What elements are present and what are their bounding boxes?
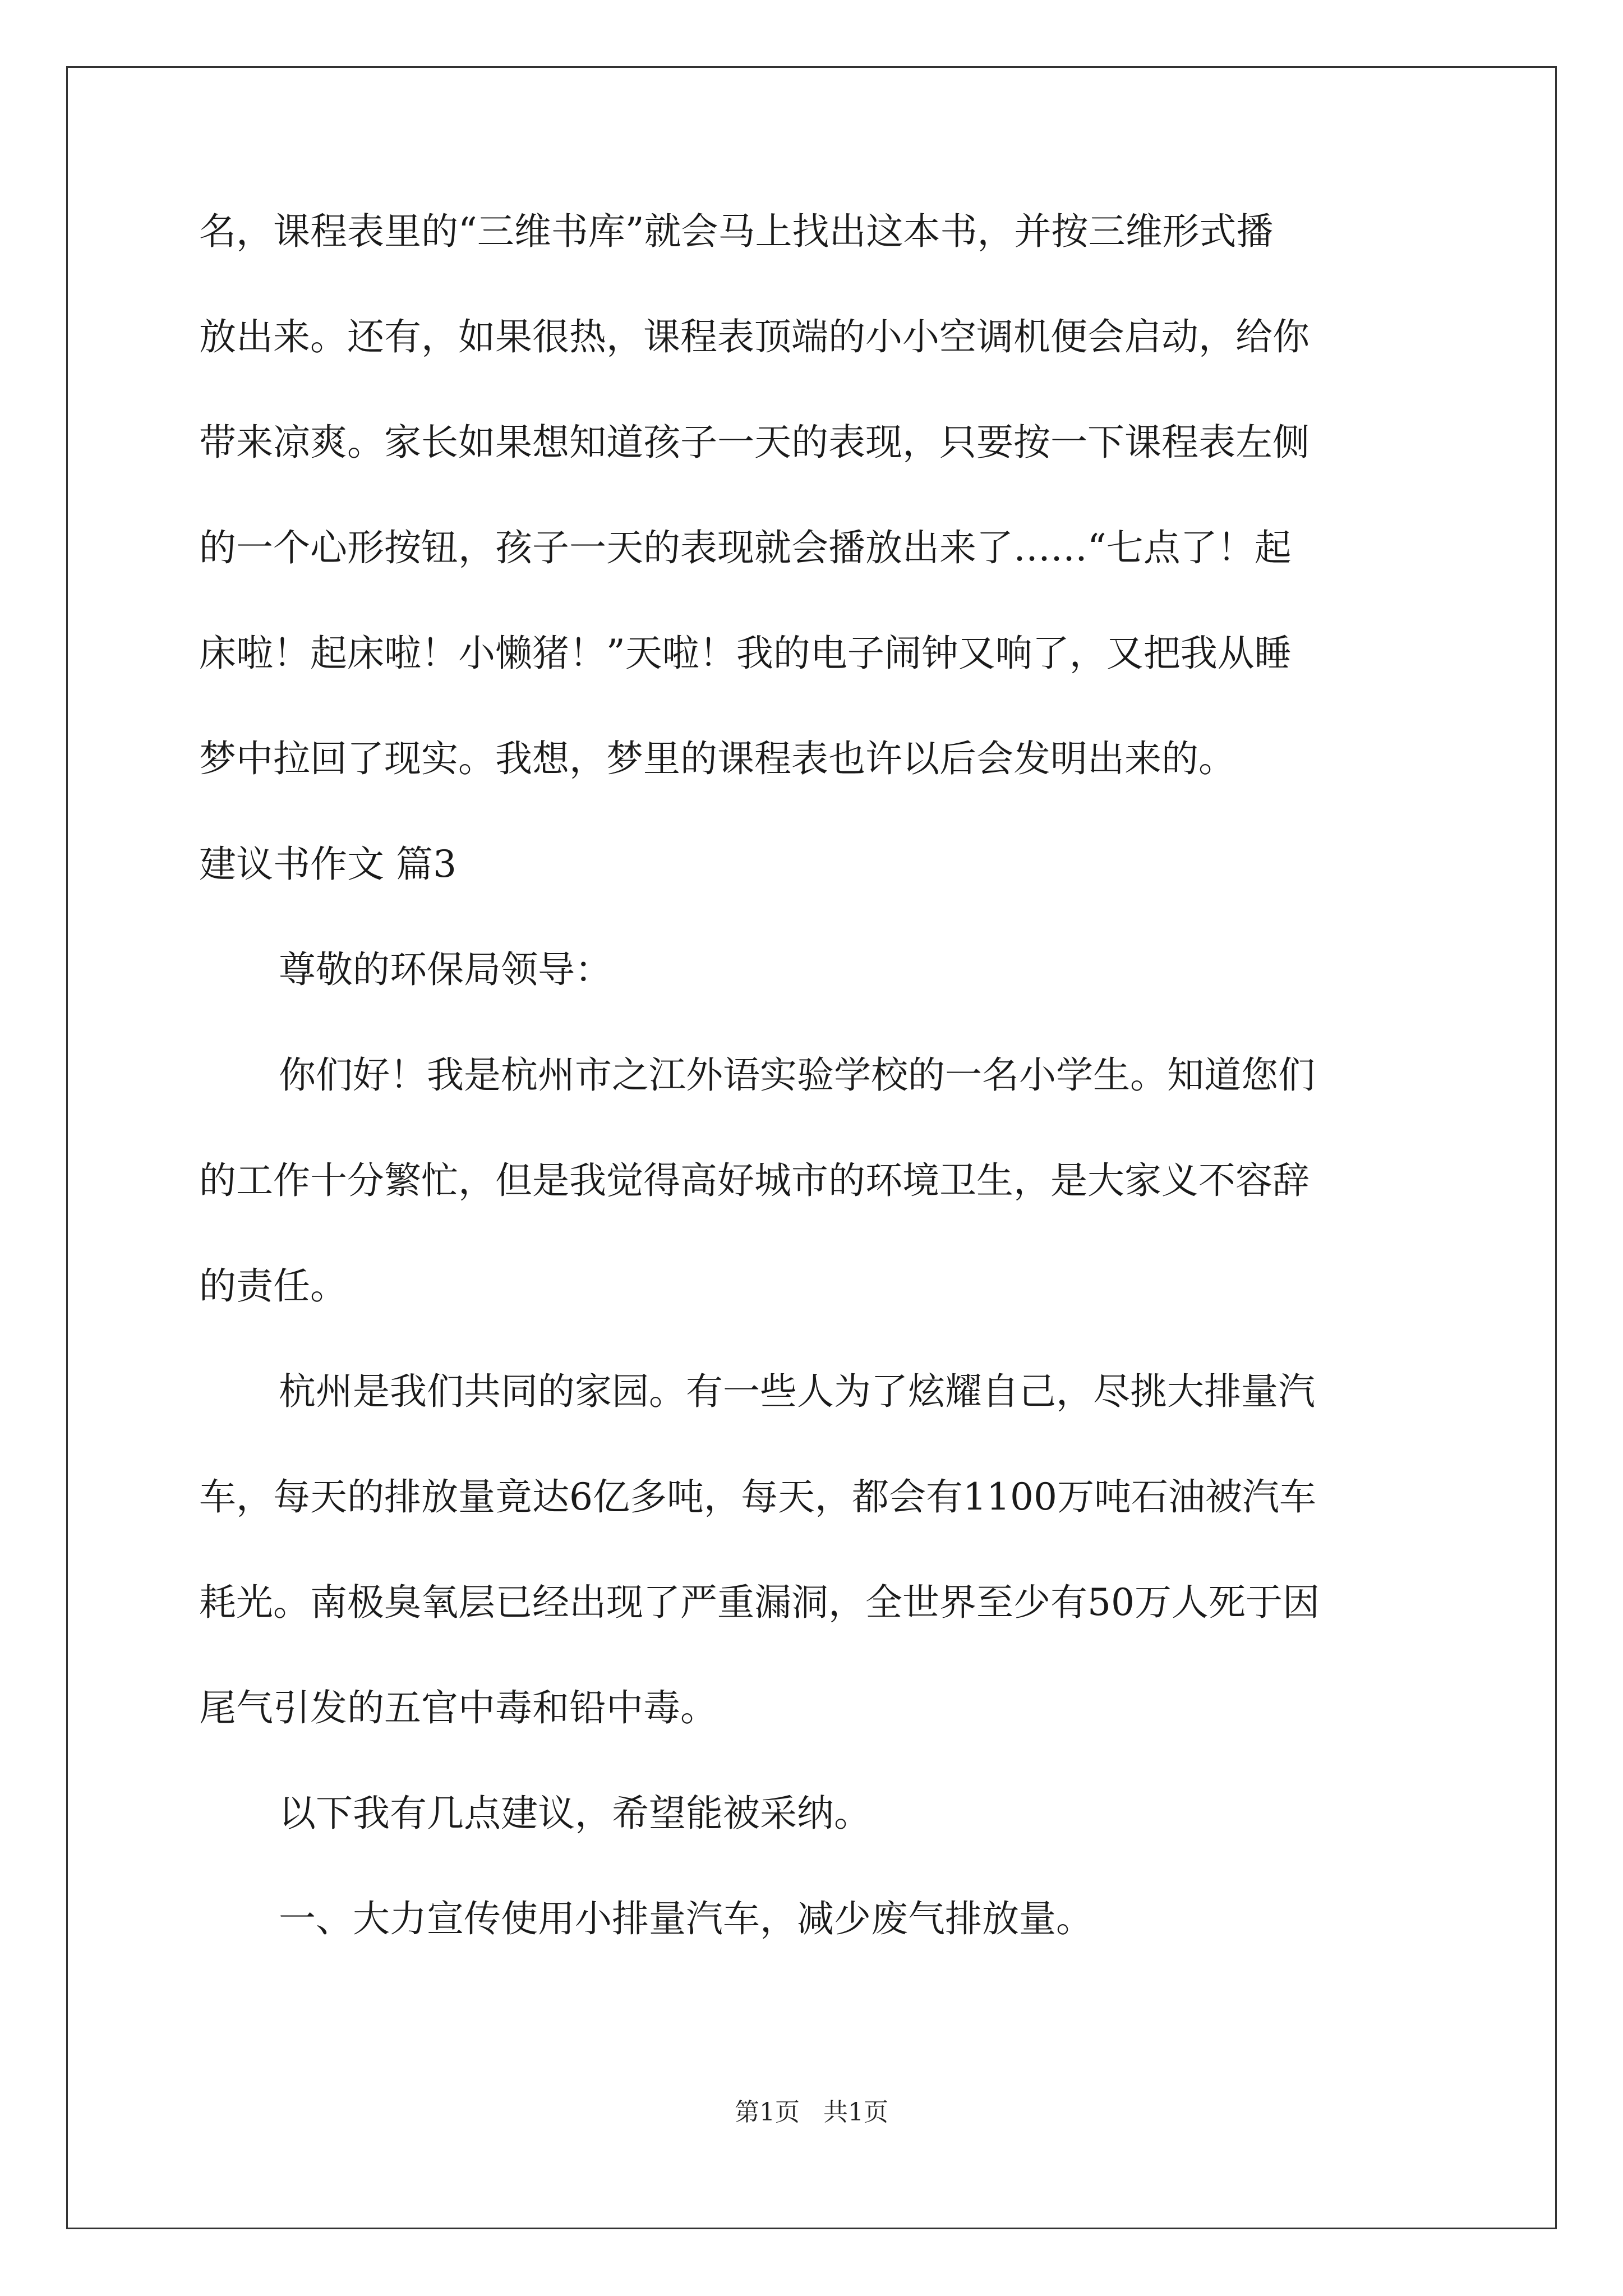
text-line: 杭州是我们共同的家园。有一些人为了炫耀自己，尽挑大排量汽	[279, 1370, 1315, 1413]
section-heading: 建议书作文 篇3	[199, 843, 457, 886]
page-number-footer: 第1页 共1页	[735, 2098, 888, 2127]
text-line: 带来凉爽。家长如果想知道孩子一天的表现，只要按一下课程表左侧	[199, 421, 1310, 464]
text-line: 车，每天的排放量竟达6亿多吨，每天，都会有1100万吨石油被汽车	[199, 1475, 1316, 1519]
text-line: 床啦！起床啦！小懒猪！”天啦！我的电子闹钟又响了，又把我从睡	[199, 632, 1292, 675]
document-body	[199, 210, 1430, 2006]
text-line: 名，课程表里的“三维书库”就会马上找出这本书，并按三维形式播	[199, 210, 1274, 253]
text-line: 耗光。南极臭氧层已经出现了严重漏洞，全世界至少有50万人死于因	[199, 1581, 1320, 1624]
text-line: 的一个心形按钮，孩子一天的表现就会播放出来了……“七点了！起	[199, 526, 1292, 569]
text-line: 放出来。还有，如果很热，课程表顶端的小小空调机便会启动，给你	[199, 315, 1310, 358]
text-line: 梦中拉回了现实。我想，梦里的课程表也许以后会发明出来的。	[199, 737, 1235, 780]
text-line: 以下我有几点建议，希望能被采纳。	[279, 1792, 871, 1835]
text-line: 的工作十分繁忙，但是我觉得高好城市的环境卫生，是大家义不容辞	[199, 1159, 1310, 1202]
salutation: 尊敬的环保局领导：	[279, 948, 612, 991]
text-line: 尾气引发的五官中毒和铅中毒。	[199, 1686, 717, 1729]
text-line: 一、大力宣传使用小排量汽车，减少废气排放量。	[279, 1897, 1093, 1940]
text-line: 你们好！我是杭州市之江外语实验学校的一名小学生。知道您们	[279, 1053, 1315, 1097]
text-line: 的责任。	[199, 1264, 347, 1308]
